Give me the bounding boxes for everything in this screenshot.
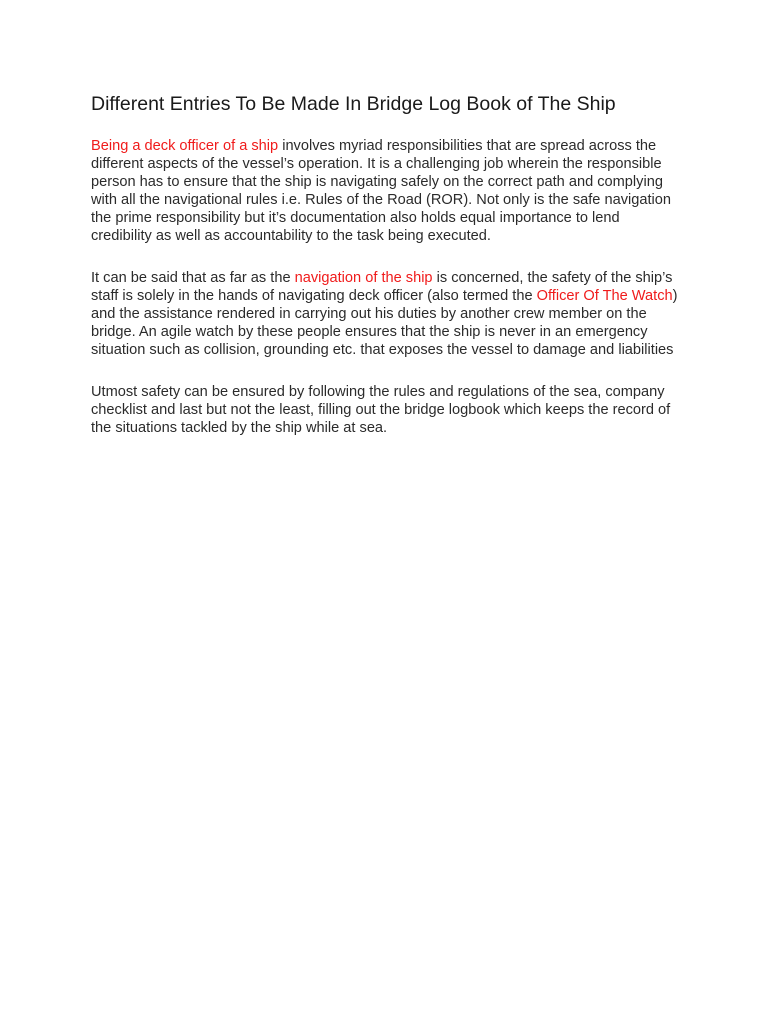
paragraph-2 (91, 269, 683, 359)
document-title: Different Entries To Be Made In Bridge Log Book of The Ship (91, 93, 616, 115)
paragraph-2-text-start: It can be said that as far as the (91, 270, 295, 286)
paragraph-3-text: Utmost safety can be ensured by following the rules and regulations of the sea, company checklist and last but not the least, filling out the bridge logbook which keeps the record of the situations tackled by the ship while at sea. (91, 384, 671, 436)
paragraph-1 (91, 137, 683, 245)
document-page (91, 91, 683, 461)
navigation-of-ship-link[interactable]: navigation of the ship (294, 270, 433, 286)
paragraph-2-text-end: ) and the assistance rendered in carrying out his duties by another crew member on the bridge. An agile watch by these people ensures that the ship is never in an emergency situation such as collision, grounding etc. that exposes the vessel to damage and liabilities (91, 288, 678, 358)
deck-officer-link[interactable]: Being a deck officer of a ship (91, 138, 279, 154)
paragraph-3 (91, 383, 683, 437)
paragraph-1-text: involves myriad responsibilities that are spread across the different aspects of the vessel’s operation. It is a challenging job wherein the responsible person has to ensure that the ship is navigating safely on the correct path and complying with all the navigational rules i.e. Rules of the Road (ROR). Not only is the safe navigation the prime responsibility but it’s documentation also holds equal importance to lend credibility as well as accountability to the task being executed. (91, 138, 671, 244)
paragraph-2-text-middle: is concerned, the safety of the ship’s staff is solely in the hands of navigating deck officer (also termed the (91, 270, 673, 304)
officer-of-the-watch-link[interactable]: Officer Of The Watch (536, 288, 673, 304)
